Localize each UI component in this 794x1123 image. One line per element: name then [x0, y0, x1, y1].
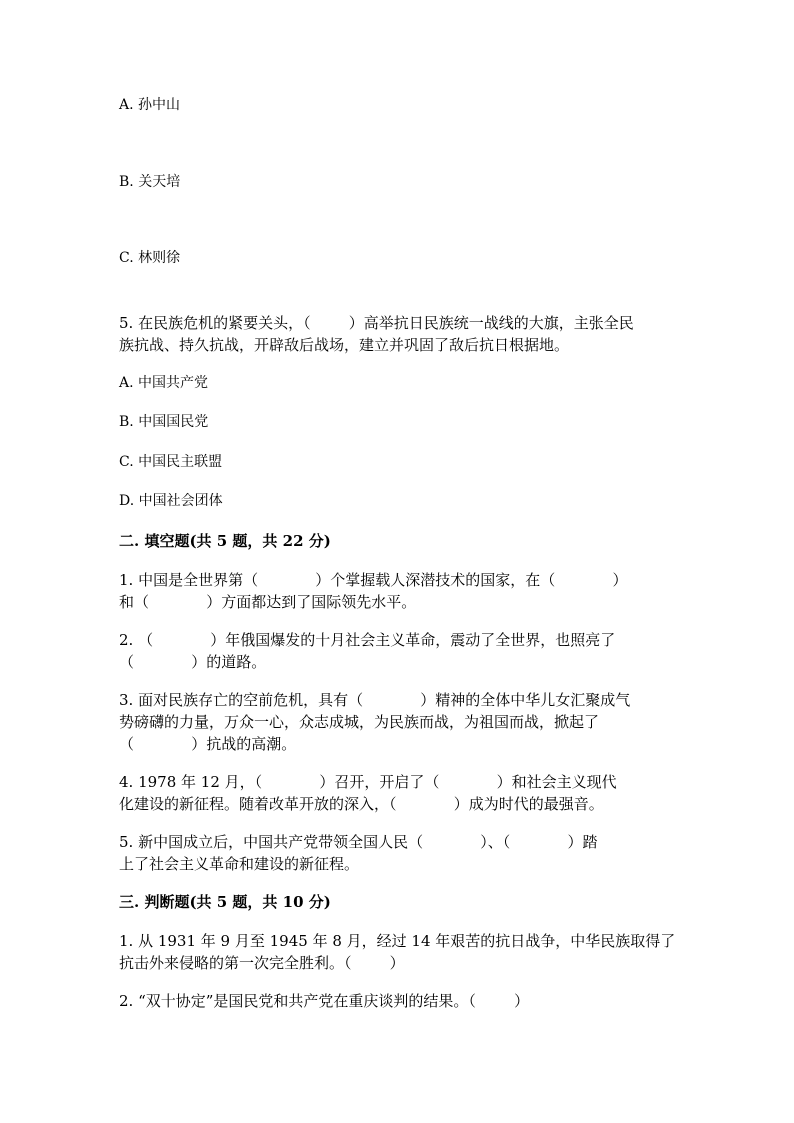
fill-q3-line3: （ ）抗战的高潮。 [119, 735, 297, 753]
fill-q3-line1: 3. 面对民族存亡的空前危机，具有（ ）精神的全体中华儿女汇聚成气 [119, 691, 631, 709]
fill-q1-line1: 1. 中国是全世界第（ ）个掌握载人深潜技术的国家，在（ ） [119, 571, 628, 589]
q5-stem-line2: 族抗战、持久抗战，开辟敌后战场，建立并巩固了敌后抗日根据地。 [119, 336, 570, 354]
fill-q2-line2: （ ）的道路。 [119, 653, 267, 671]
q5-stem-line1: 5. 在民族危机的紧要关头，（ ）高举抗日民族统一战线的大旗，主张全民 [119, 314, 634, 332]
q5-option-b: B. 中国国民党 [119, 414, 209, 430]
fill-q3-line2: 势磅礴的力量，万众一心，众志成城，为民族而战，为祖国而战，掀起了 [119, 713, 600, 731]
fill-q2-line1: 2. （ ）年俄国爆发的十月社会主义革命，震动了全世界，也照亮了 [119, 631, 616, 649]
section3-title: 三. 判断题(共 5 题，共 10 分) [119, 893, 331, 911]
fill-q4-line1: 4. 1978 年 12 月，（ ）召开，开启了（ ）和社会主义现代 [119, 773, 617, 791]
q4-option-b: B. 关天培 [119, 174, 181, 190]
q5-option-c: C. 中国民主联盟 [119, 454, 223, 470]
judge-q1-line2: 抗击外来侵略的第一次完全胜利。（ ） [119, 954, 405, 972]
q4-option-a: A. 孙中山 [119, 97, 181, 113]
q5-option-a: A. 中国共产党 [119, 375, 209, 391]
fill-q5-line1: 5. 新中国成立后，中国共产党带领全国人民（ ）、（ ）踏 [119, 833, 598, 851]
fill-q4-line2: 化建设的新征程。随着改革开放的深入，（ ）成为时代的最强音。 [119, 795, 604, 813]
section2-title: 二. 填空题(共 5 题，共 22 分) [119, 532, 331, 550]
judge-q2-line1: 2. “双十协定”是国民党和共产党在重庆谈判的结果。（ ） [119, 992, 530, 1010]
q4-option-c: C. 林则徐 [119, 250, 181, 266]
fill-q5-line2: 上了社会主义革命和建设的新征程。 [119, 855, 360, 873]
q5-option-d: D. 中国社会团体 [119, 493, 223, 509]
fill-q1-line2: 和（ ）方面都达到了国际领先水平。 [119, 593, 417, 611]
judge-q1-line1: 1. 从 1931 年 9 月至 1945 年 8 月，经过 14 年艰苦的抗日战争，中华民族取得了 [119, 932, 676, 950]
